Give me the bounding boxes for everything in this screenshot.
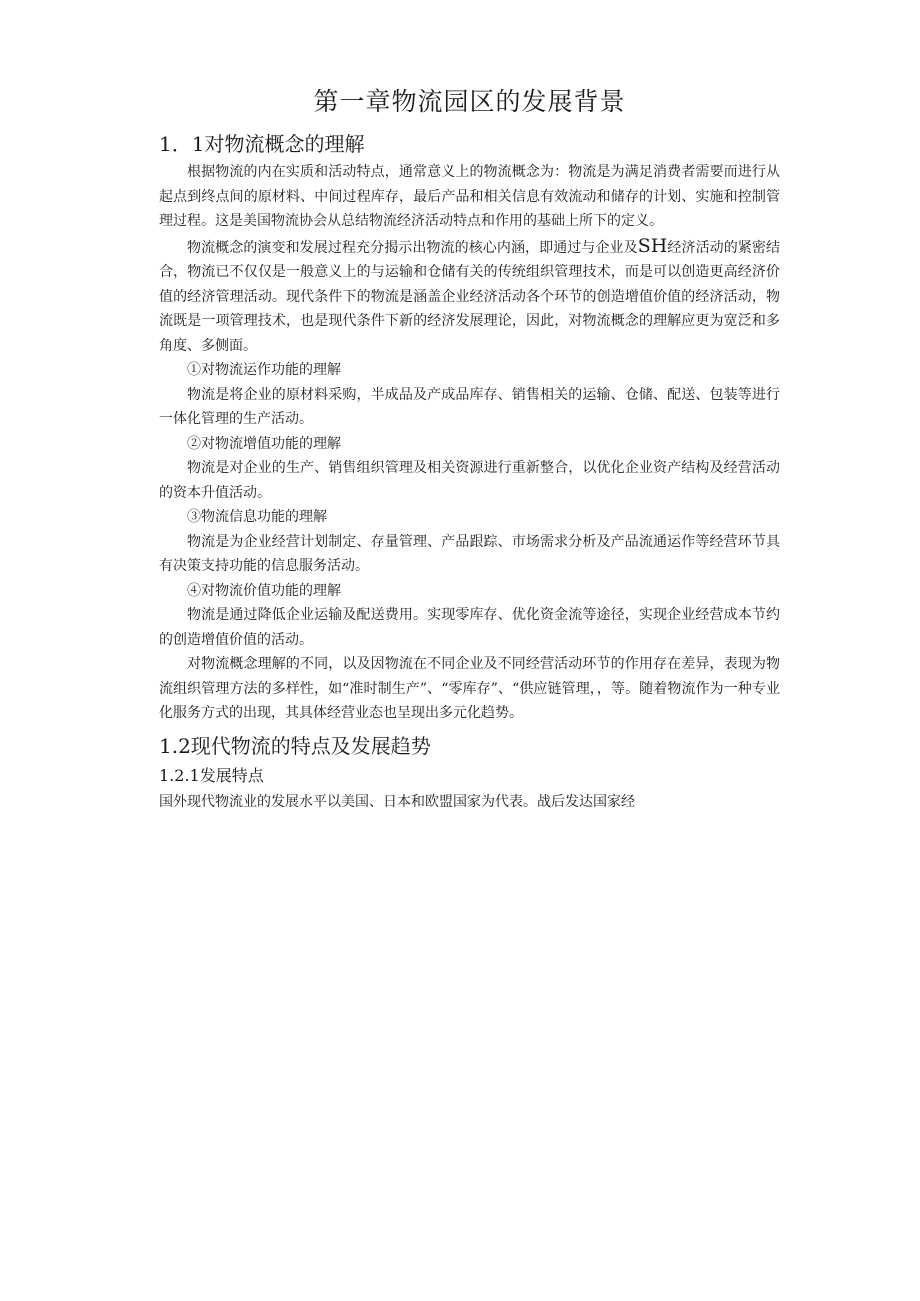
item-text-value-added: 物流是对企业的生产、销售组织管理及相关资源进行重新整合，以优化企业资产结构及经营活动的资本升值活动。 [159,460,780,501]
item-heading-information: ③物流信息功能的理解 [187,509,327,525]
paragraph-evolution [159,234,780,359]
paragraph-evolution-part1: 物流概念的演变和发展过程充分揭示出物流的核心内涵，即通过与企业及 [187,239,638,256]
item-heading-operation: ①对物流运作功能的理解 [187,362,341,378]
item-heading-value-added: ②对物流增值功能的理解 [187,435,341,452]
subsection-title-1-2-1: 1.2.1发展特点 [159,765,264,785]
paragraph-foreign-logistics: 国外现代物流业的发展水平以美国、日本和欧盟国家为代表。战后发达国家经 [159,793,635,810]
section-title-1-2: 1.2现代物流的特点及发展趋势 [159,733,431,758]
paragraph-diversity: 对物流概念理解的不同，以及因物流在不同企业及不同经营活动环节的作用存在差异，表现为物流组织管理方法的多样性，如“准时制生产”、“零库存”、“供应链管理，，等。随着物流作为一种专业化服务方式的出现，其具体经营业态也呈现出多元化趋势。 [159,656,780,721]
paragraph-evolution-part2: 经济活动的紧密结合，物流已不仅仅是一般意义上的与运输和仓储有关的传统组织管理技术，而是可以创造更高经济价值的经济管理活动。现代条件下的物流是涵盖企业经济活动各个环节的创造增值价值的经济活动，物流既是一项管理技术，也是现代条件下新的经济发展理论，因此，对物流概念的理解应更为宽泛和多角度、多侧面。 [159,239,781,354]
item-text-information: 物流是为企业经营计划制定、存量管理、产品跟踪、市场需求分析及产品流通运作等经营环节具有决策支持功能的信息服务活动。 [159,533,780,574]
paragraph-definition: 根据物流的内在实质和活动特点，通常意义上的物流概念为：物流是为满足消费者需要而进行从起点到终点间的原材料、中间过程库存，最后产品和相关信息有效流动和储存的计划、实施和控制管理过程。这是美国物流协会从总结物流经济活动特点和作用的基础上所下的定义。 [159,164,780,229]
item-text-value: 物流是通过降低企业运输及配送费用。实现零库存、优化资金流等途径，实现企业经营成本节约的创造增值价值的活动。 [159,607,780,648]
item-heading-value: ④对物流价值功能的理解 [187,582,341,599]
sh-text: SH [637,234,668,257]
item-text-operation: 物流是将企业的原材料采购，半成品及产成品库存、销售相关的运输、仓储、配送、包装等进行一体化管理的生产活动。 [159,386,780,427]
section-title-1-1: 1．1对物流概念的理解 [159,132,365,156]
chapter-title: 第一章物流园区的发展背景 [313,87,626,116]
